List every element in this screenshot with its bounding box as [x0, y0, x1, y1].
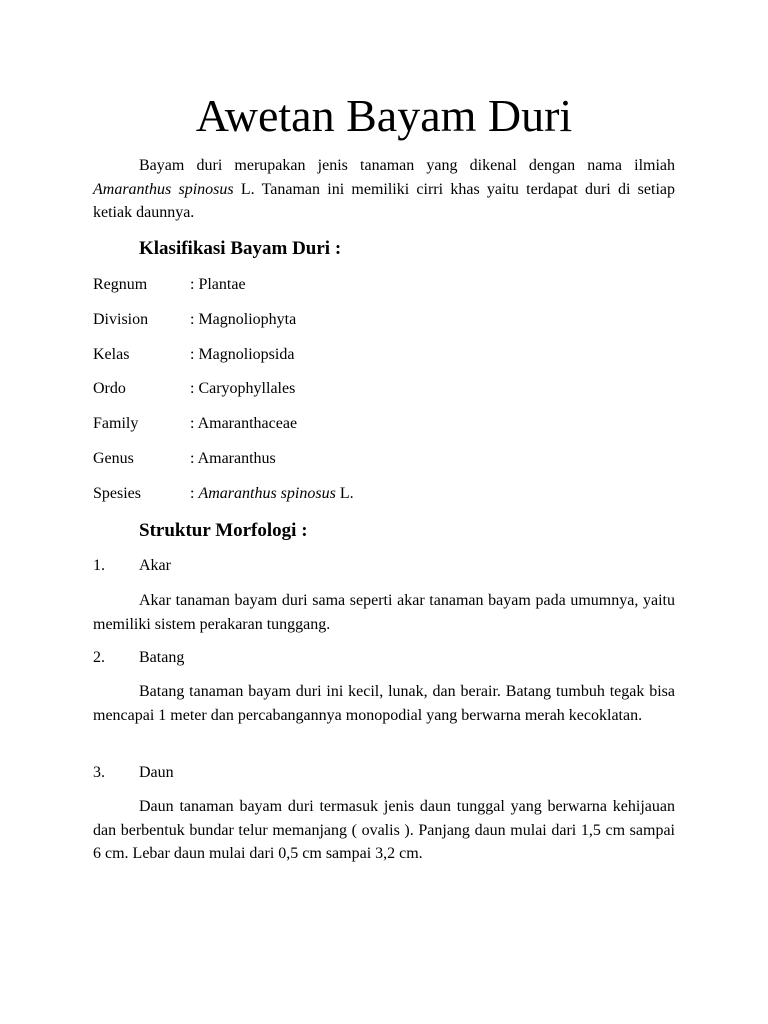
morphology-item-daun — [93, 763, 675, 783]
classification-label: Ordo — [93, 380, 126, 397]
item-number: 3. — [93, 764, 105, 781]
spesies-scientific-name: Amaranthus spinosus — [198, 485, 336, 502]
classification-label: Genus — [93, 450, 134, 467]
intro-text-end: L. Tanaman ini memiliki cirri khas yaitu terdapat duri di setiap ketiak daunnya. — [93, 180, 675, 221]
classification-row-family — [93, 414, 675, 434]
classification-value — [190, 484, 354, 504]
classification-row-genus — [93, 449, 675, 469]
classification-value: : Caryophyllales — [190, 380, 296, 397]
item-name: Akar — [139, 557, 171, 574]
classification-value: : Magnoliopsida — [190, 346, 295, 363]
classification-label: Division — [93, 311, 149, 328]
classification-row-kelas — [93, 345, 675, 365]
morphology-item-batang — [93, 648, 675, 668]
item-name: Batang — [139, 649, 185, 666]
intro-scientific-name: Amaranthus spinosus — [93, 180, 234, 198]
classification-value: : Plantae — [190, 276, 246, 293]
batang-paragraph: Batang tanaman bayam duri ini kecil, lunak, dan berair. Batang tumbuh tegak bisa mencapai 1 meter dan percabangannya monopodial yang berwarna merah kecoklatan. — [93, 683, 675, 724]
classification-heading: Klasifikasi Bayam Duri : — [139, 238, 342, 259]
classification-value: : Amaranthus — [190, 450, 276, 467]
classification-row-regnum — [93, 275, 675, 295]
daun-paragraph: Daun tanaman bayam duri termasuk jenis daun tunggal yang berwarna kehijauan dan berbentuk bundar telur memanjang ( ovalis ). Panjang daun mulai dari 1,5 cm sampai 6 cm. Lebar daun mulai dari 0,5 cm sampai 3,2 cm. — [93, 798, 675, 862]
spesies-prefix: : — [190, 485, 199, 502]
classification-label: Spesies — [93, 485, 141, 502]
intro-text-start: Bayam duri merupakan jenis tanaman yang dikenal dengan nama ilmiah — [139, 157, 675, 174]
classification-label: Regnum — [93, 276, 148, 293]
document-title: Awetan Bayam Duri — [195, 90, 573, 141]
item-number: 2. — [93, 649, 105, 666]
morphology-heading: Struktur Morfologi : — [139, 520, 308, 541]
item-name: Daun — [139, 764, 174, 781]
spesies-suffix: L. — [335, 485, 354, 502]
classification-value: : Magnoliophyta — [190, 311, 297, 328]
item-number: 1. — [93, 557, 105, 574]
akar-paragraph: Akar tanaman bayam duri sama seperti akar tanaman bayam pada umumnya, yaitu memiliki sistem perakaran tunggang. — [93, 592, 675, 633]
intro-paragraph — [93, 154, 675, 225]
classification-label: Kelas — [93, 346, 130, 363]
classification-label: Family — [93, 415, 139, 432]
classification-row-ordo — [93, 379, 675, 399]
classification-row-division — [93, 310, 675, 330]
classification-row-spesies — [93, 484, 675, 504]
morphology-item-akar — [93, 556, 675, 576]
classification-value: : Amaranthaceae — [190, 415, 298, 432]
